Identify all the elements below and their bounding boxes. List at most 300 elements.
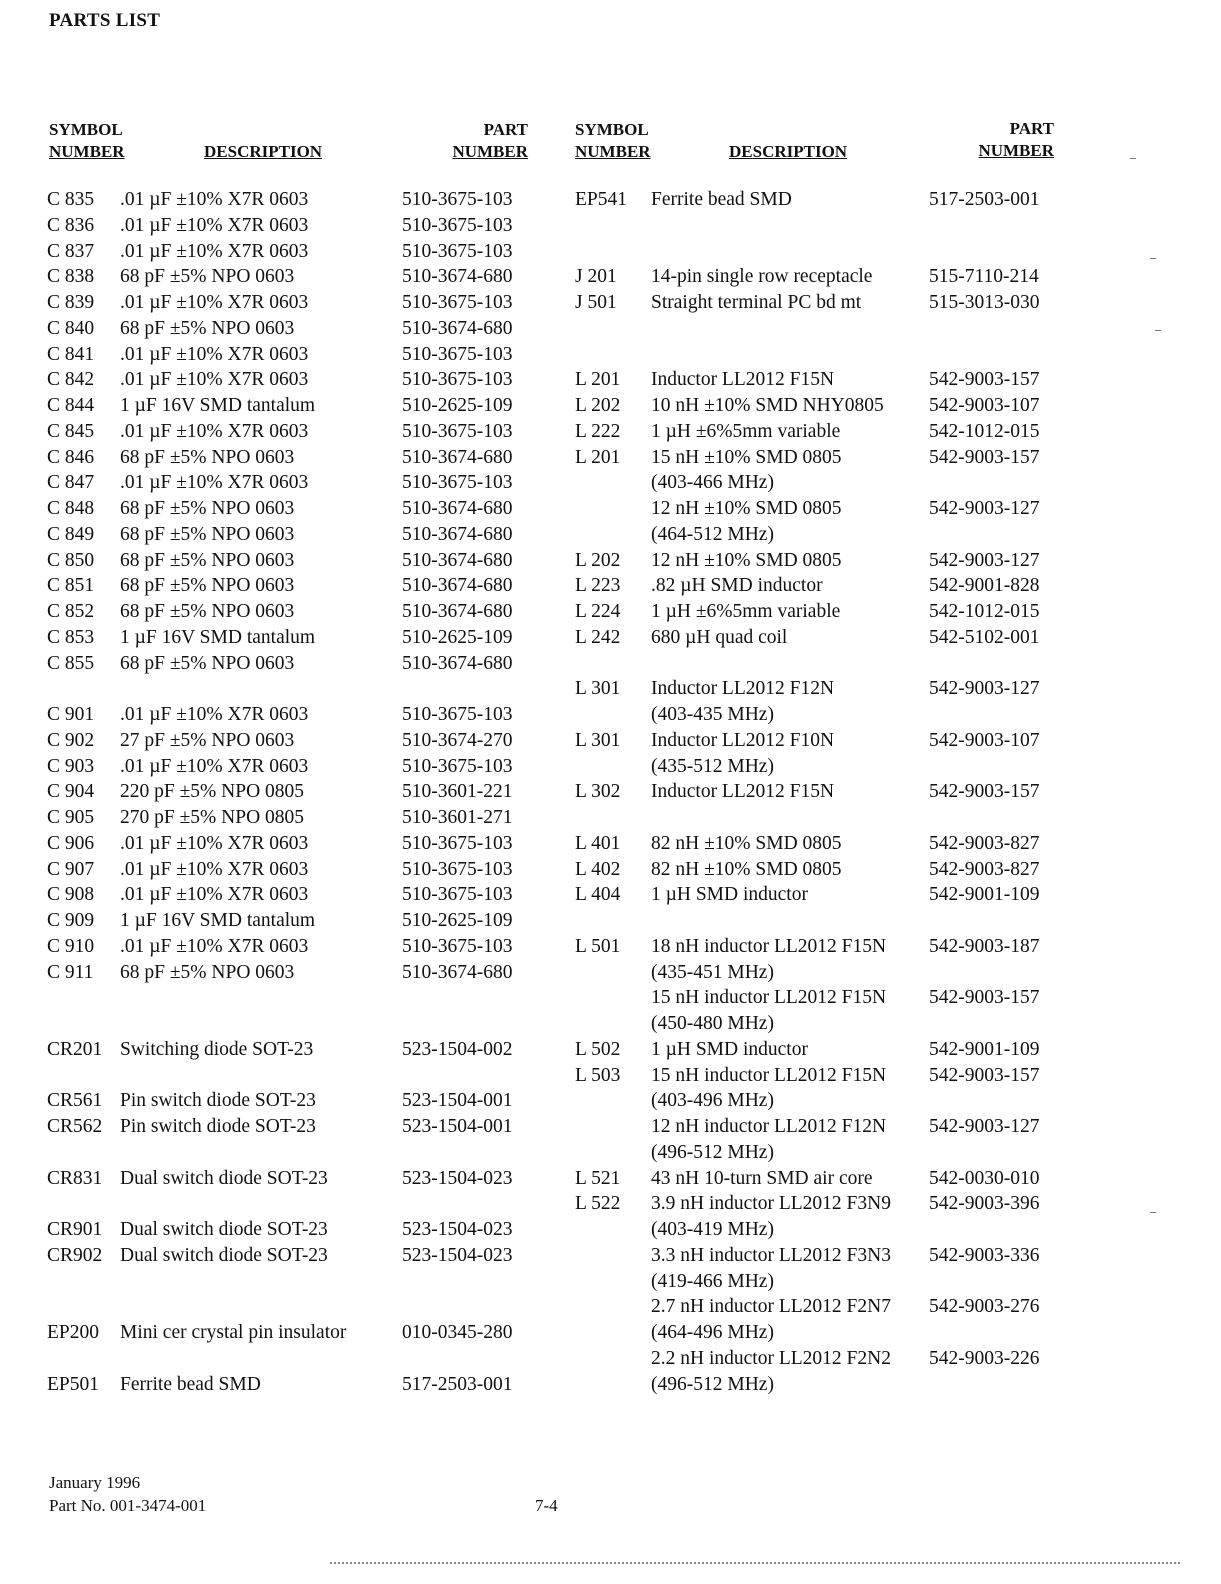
description: 82 nH ±10% SMD 0805: [651, 832, 842, 854]
part-number: 510-3674-270: [402, 729, 513, 751]
description: 220 pF ±5% NPO 0805: [120, 781, 305, 803]
table-row: [575, 1011, 1065, 1037]
table-row: [47, 290, 537, 316]
description: Dual switch diode SOT-23: [120, 1244, 328, 1266]
left-part-header: [420, 119, 528, 163]
part-number: 510-3674-680: [402, 549, 513, 571]
symbol-number: C 852: [47, 601, 95, 622]
symbol-number: CR201: [47, 1038, 103, 1060]
symbol-number: CR831: [47, 1167, 103, 1189]
description: 27 pF ±5% NPO 0603: [120, 729, 295, 751]
table-row: [575, 393, 1065, 419]
part-number: 510-2625-109: [402, 395, 513, 416]
description: .01 µF ±10% X7R 0603: [120, 832, 309, 854]
table-row: [47, 187, 537, 213]
description: Ferrite bead SMD: [120, 1373, 261, 1395]
description: 1 µH ±6%5mm variable: [651, 420, 841, 442]
description: .01 µF ±10% X7R 0603: [120, 472, 309, 494]
symbol-number: C 903: [47, 755, 95, 777]
table-row: [47, 1269, 537, 1295]
part-number: 510-3674-680: [402, 652, 513, 674]
symbol-number: C 906: [47, 832, 95, 854]
table-row: [47, 1346, 537, 1372]
part-number: 542-1012-015: [929, 601, 1040, 622]
symbol-number: L 201: [575, 369, 621, 391]
part-number: 510-2625-109: [402, 626, 513, 648]
table-row: [575, 187, 1065, 213]
description: 270 pF ±5% NPO 0805: [120, 807, 305, 828]
symbol-number: EP200: [47, 1322, 100, 1343]
part-number: 510-3675-103: [402, 214, 513, 236]
symbol-number: L 521: [575, 1167, 621, 1189]
table-row: [47, 934, 537, 960]
description: .01 µF ±10% X7R 0603: [120, 704, 309, 725]
scan-speck: [1130, 158, 1136, 159]
symbol-number: C 908: [47, 884, 95, 906]
symbol-number: CR562: [47, 1116, 103, 1137]
symbol-number: C 835: [47, 189, 95, 210]
description: 680 µH quad coil: [651, 626, 788, 648]
table-row: [47, 1243, 537, 1269]
description: .82 µH SMD inductor: [651, 575, 823, 597]
table-row: [575, 290, 1065, 316]
table-row: [47, 728, 537, 754]
part-number: 542-9003-157: [929, 369, 1040, 391]
symbol-number: L 301: [575, 729, 621, 751]
part-number: 523-1504-001: [402, 1090, 513, 1112]
part-number: 523-1504-001: [402, 1116, 513, 1137]
part-number: 510-3675-103: [402, 292, 513, 313]
description: (403-496 MHz): [651, 1090, 774, 1112]
part-number: 510-3674-680: [402, 523, 513, 545]
footer-page-number: 7-4: [535, 1496, 558, 1515]
part-number: 542-9003-827: [929, 832, 1040, 854]
description: 12 nH inductor LL2012 F12N: [651, 1116, 887, 1137]
table-row: [47, 1011, 537, 1037]
table-row: [575, 831, 1065, 857]
table-row: [47, 908, 537, 934]
table-row: [575, 728, 1065, 754]
part-number: 510-3674-680: [402, 575, 513, 597]
symbol-number: C 905: [47, 807, 95, 828]
table-row: [575, 522, 1065, 548]
symbol-number: C 851: [47, 575, 95, 597]
table-row: [47, 625, 537, 651]
page-title: PARTS LIST: [49, 10, 161, 31]
table-row: [575, 1269, 1065, 1295]
table-row: [47, 316, 537, 342]
description: 68 pF ±5% NPO 0603: [120, 498, 295, 519]
description: 68 pF ±5% NPO 0603: [120, 549, 295, 571]
part-number: 542-9003-157: [929, 446, 1040, 468]
part-number: 510-3675-103: [402, 189, 513, 210]
part-number: 510-3675-103: [402, 369, 513, 391]
table-row: [575, 1088, 1065, 1114]
part-number: 510-3675-103: [402, 472, 513, 494]
description: 68 pF ±5% NPO 0603: [120, 266, 295, 288]
part-header-line2: NUMBER: [452, 142, 528, 161]
table-row: [575, 625, 1065, 651]
table-row: [47, 548, 537, 574]
description: .01 µF ±10% X7R 0603: [120, 343, 309, 365]
table-row: [47, 985, 537, 1011]
part-number: 542-9001-109: [929, 1038, 1040, 1060]
part-header-line1: PART: [1009, 119, 1054, 138]
part-number: 542-9003-127: [929, 678, 1040, 700]
description: 15 nH inductor LL2012 F15N: [651, 1064, 887, 1086]
description: Pin switch diode SOT-23: [120, 1090, 316, 1112]
part-header-line1: PART: [483, 120, 528, 139]
symbol-number: C 907: [47, 858, 95, 880]
table-row: [47, 1140, 537, 1166]
symbol-number: C 855: [47, 652, 95, 674]
table-row: [575, 805, 1065, 831]
description: 1 µH SMD inductor: [651, 884, 808, 906]
symbol-number: C 837: [47, 240, 95, 262]
description-header-label: DESCRIPTION: [204, 142, 323, 161]
part-number: 542-9003-107: [929, 729, 1040, 751]
table-row: [47, 1372, 537, 1398]
part-number: 510-2625-109: [402, 910, 513, 931]
symbol-number: C 838: [47, 266, 95, 288]
symbol-header-line2: NUMBER: [49, 142, 125, 161]
table-row: [575, 599, 1065, 625]
description: 1 µH SMD inductor: [651, 1038, 808, 1060]
description: .01 µF ±10% X7R 0603: [120, 420, 309, 442]
symbol-number: C 845: [47, 420, 95, 442]
table-row: [575, 239, 1065, 265]
table-row: [47, 599, 537, 625]
table-row: [575, 548, 1065, 574]
description: .01 µF ±10% X7R 0603: [120, 240, 309, 262]
right-part-header: [946, 118, 1054, 162]
table-row: [575, 342, 1065, 368]
table-row: [47, 1217, 537, 1243]
table-row: [47, 857, 537, 883]
part-number: 510-3674-680: [402, 961, 513, 983]
scan-speck: [1150, 258, 1156, 259]
description: .01 µF ±10% X7R 0603: [120, 755, 309, 777]
symbol-number: L 302: [575, 781, 621, 803]
description: (464-512 MHz): [651, 523, 774, 545]
symbol-number: C 848: [47, 498, 95, 519]
symbol-number: L 224: [575, 601, 621, 622]
table-row: [575, 1320, 1065, 1346]
symbol-number: C 849: [47, 523, 95, 545]
symbol-number: C 850: [47, 549, 95, 571]
table-row: [47, 1114, 537, 1140]
part-number: 010-0345-280: [402, 1322, 513, 1343]
part-number: 542-9001-828: [929, 575, 1040, 597]
part-number: 542-9003-107: [929, 395, 1040, 416]
description: Inductor LL2012 F12N: [651, 678, 835, 700]
table-row: [575, 676, 1065, 702]
symbol-number: L 404: [575, 884, 621, 906]
description: Dual switch diode SOT-23: [120, 1167, 328, 1189]
part-header-line2: NUMBER: [978, 141, 1054, 160]
table-row: [575, 470, 1065, 496]
scan-speck: [1150, 1212, 1156, 1213]
part-number: 515-3013-030: [929, 292, 1040, 313]
part-number: 510-3601-271: [402, 807, 513, 828]
description: 68 pF ±5% NPO 0603: [120, 961, 295, 983]
description: Ferrite bead SMD: [651, 189, 792, 210]
left-symbol-header: [49, 119, 125, 163]
table-row: [575, 882, 1065, 908]
table-row: [575, 934, 1065, 960]
part-number: 523-1504-023: [402, 1167, 513, 1189]
description: (496-512 MHz): [651, 1373, 774, 1395]
description: 1 µH ±6%5mm variable: [651, 601, 841, 622]
symbol-number: L 503: [575, 1064, 621, 1086]
symbol-number: L 522: [575, 1193, 621, 1215]
description: 68 pF ±5% NPO 0603: [120, 317, 295, 339]
symbol-number: C 841: [47, 343, 95, 365]
part-number: 510-3675-103: [402, 832, 513, 854]
symbol-number: C 902: [47, 729, 95, 751]
table-row: [47, 779, 537, 805]
part-number: 542-1012-015: [929, 420, 1040, 442]
symbol-number: L 502: [575, 1038, 621, 1060]
table-row: [575, 960, 1065, 986]
table-row: [47, 239, 537, 265]
symbol-number: L 222: [575, 420, 621, 442]
table-row: [47, 960, 537, 986]
symbol-header-line1: SYMBOL: [49, 120, 123, 139]
part-number: 510-3675-103: [402, 935, 513, 957]
part-number: 510-3675-103: [402, 884, 513, 906]
description: (450-480 MHz): [651, 1013, 774, 1034]
table-row: [47, 1037, 537, 1063]
table-row: [47, 496, 537, 522]
description: (403-466 MHz): [651, 472, 774, 494]
table-row: [575, 1063, 1065, 1089]
table-row: [575, 779, 1065, 805]
table-row: [575, 496, 1065, 522]
part-number: 523-1504-023: [402, 1244, 513, 1266]
part-number: 542-9003-396: [929, 1193, 1040, 1215]
table-row: [47, 213, 537, 239]
part-number: 515-7110-214: [929, 266, 1039, 288]
description: .01 µF ±10% X7R 0603: [120, 292, 309, 313]
description: 1 µF 16V SMD tantalum: [120, 626, 316, 648]
part-number: 510-3674-680: [402, 266, 513, 288]
table-row: [575, 445, 1065, 471]
symbol-number: C 904: [47, 781, 95, 803]
symbol-number: C 909: [47, 910, 95, 931]
description: 43 nH 10-turn SMD air core: [651, 1167, 873, 1189]
right-symbol-header: [575, 119, 651, 163]
scan-speck: [1155, 330, 1161, 331]
symbol-number: CR902: [47, 1244, 103, 1266]
table-row: [47, 1166, 537, 1192]
table-row: [575, 367, 1065, 393]
description: .01 µF ±10% X7R 0603: [120, 189, 309, 210]
symbol-number: EP501: [47, 1373, 100, 1395]
symbol-number: C 847: [47, 472, 95, 494]
part-number: 510-3675-103: [402, 240, 513, 262]
part-number: 510-3675-103: [402, 755, 513, 777]
table-row: [575, 1217, 1065, 1243]
description: Dual switch diode SOT-23: [120, 1219, 328, 1240]
table-row: [47, 676, 537, 702]
part-number: 542-9003-827: [929, 858, 1040, 880]
table-row: [575, 1243, 1065, 1269]
description: Switching diode SOT-23: [120, 1038, 314, 1060]
table-row: [575, 1114, 1065, 1140]
table-row: [575, 316, 1065, 342]
description: 3.3 nH inductor LL2012 F3N3: [651, 1244, 891, 1266]
table-row: [47, 754, 537, 780]
table-row: [575, 857, 1065, 883]
description: 68 pF ±5% NPO 0603: [120, 652, 295, 674]
table-row: [575, 908, 1065, 934]
symbol-header-line1: SYMBOL: [575, 120, 649, 139]
part-number: 542-9001-109: [929, 884, 1040, 906]
description: (403-435 MHz): [651, 704, 774, 725]
part-number: 542-9003-127: [929, 498, 1040, 519]
description: (435-451 MHz): [651, 961, 774, 983]
description: 68 pF ±5% NPO 0603: [120, 575, 295, 597]
table-row: [575, 1191, 1065, 1217]
symbol-number: C 853: [47, 626, 95, 648]
table-row: [47, 805, 537, 831]
part-number: 510-3675-103: [402, 420, 513, 442]
symbol-number: C 840: [47, 317, 95, 339]
description: Pin switch diode SOT-23: [120, 1116, 316, 1137]
table-row: [47, 882, 537, 908]
description: (403-419 MHz): [651, 1219, 774, 1240]
symbol-number: L 242: [575, 626, 621, 648]
part-number: 542-9003-187: [929, 935, 1040, 957]
part-number: 510-3674-680: [402, 498, 513, 519]
symbol-header-line2: NUMBER: [575, 142, 651, 161]
description-header-label: DESCRIPTION: [729, 142, 848, 161]
description: (496-512 MHz): [651, 1141, 774, 1163]
description: 10 nH ±10% SMD NHY0805: [651, 395, 884, 416]
table-row: [47, 470, 537, 496]
right-description-header: [729, 141, 847, 163]
symbol-number: L 401: [575, 832, 621, 854]
table-row: [47, 702, 537, 728]
table-row: [47, 651, 537, 677]
scan-edge-rule: [330, 1562, 1180, 1564]
part-number: 517-2503-001: [929, 189, 1040, 210]
table-row: [47, 342, 537, 368]
description: 68 pF ±5% NPO 0603: [120, 601, 295, 622]
table-row: [575, 1346, 1065, 1372]
table-row: [47, 1320, 537, 1346]
symbol-number: J 201: [575, 266, 617, 288]
table-row: [47, 522, 537, 548]
table-row: [575, 264, 1065, 290]
table-row: [47, 419, 537, 445]
description: .01 µF ±10% X7R 0603: [120, 369, 309, 391]
description: .01 µF ±10% X7R 0603: [120, 858, 309, 880]
symbol-number: L 202: [575, 549, 621, 571]
table-row: [575, 1140, 1065, 1166]
part-number: 510-3674-680: [402, 446, 513, 468]
part-number: 542-9003-127: [929, 549, 1040, 571]
symbol-number: C 839: [47, 292, 95, 313]
footer-date: January 1996: [49, 1473, 141, 1492]
symbol-number: CR561: [47, 1090, 103, 1112]
description: 68 pF ±5% NPO 0603: [120, 446, 295, 468]
table-row: [575, 651, 1065, 677]
table-row: [47, 264, 537, 290]
symbol-number: C 846: [47, 446, 95, 468]
description: 15 nH ±10% SMD 0805: [651, 446, 842, 468]
description: 14-pin single row receptacle: [651, 266, 873, 288]
part-number: 542-9003-157: [929, 987, 1040, 1009]
description: 3.9 nH inductor LL2012 F3N9: [651, 1193, 891, 1215]
symbol-number: C 901: [47, 704, 95, 725]
symbol-number: C 842: [47, 369, 95, 391]
part-number: 542-9003-157: [929, 781, 1040, 803]
symbol-number: C 844: [47, 395, 95, 416]
table-row: [47, 367, 537, 393]
table-row: [47, 831, 537, 857]
footer-part-number: Part No. 001-3474-001: [49, 1496, 207, 1515]
right-parts-table: [575, 187, 1065, 1397]
part-number: 510-3674-680: [402, 601, 513, 622]
table-row: [47, 393, 537, 419]
description: 1 µF 16V SMD tantalum: [120, 395, 316, 416]
description: 1 µF 16V SMD tantalum: [120, 910, 316, 931]
left-parts-table: [47, 187, 537, 1397]
description: 68 pF ±5% NPO 0603: [120, 523, 295, 545]
description: 2.2 nH inductor LL2012 F2N2: [651, 1347, 891, 1369]
description: .01 µF ±10% X7R 0603: [120, 884, 309, 906]
table-row: [47, 1088, 537, 1114]
symbol-number: C 836: [47, 214, 95, 236]
table-row: [575, 985, 1065, 1011]
description: 2.7 nH inductor LL2012 F2N7: [651, 1296, 891, 1318]
table-row: [47, 573, 537, 599]
left-description-header: [204, 141, 322, 163]
part-number: 510-3674-680: [402, 317, 513, 339]
symbol-number: L 402: [575, 858, 621, 880]
part-number: 542-5102-001: [929, 626, 1040, 648]
part-number: 510-3675-103: [402, 858, 513, 880]
table-row: [47, 1294, 537, 1320]
part-number: 542-9003-127: [929, 1116, 1040, 1137]
description: Mini cer crystal pin insulator: [120, 1322, 347, 1343]
table-row: [47, 1063, 537, 1089]
table-row: [575, 702, 1065, 728]
part-number: 542-9003-226: [929, 1347, 1040, 1369]
part-number: 510-3675-103: [402, 704, 513, 725]
table-row: [575, 1372, 1065, 1398]
table-row: [575, 1294, 1065, 1320]
symbol-number: L 301: [575, 678, 621, 700]
description: Inductor LL2012 F10N: [651, 729, 835, 751]
table-row: [575, 1166, 1065, 1192]
description: 12 nH ±10% SMD 0805: [651, 498, 842, 519]
symbol-number: C 910: [47, 935, 95, 957]
description: .01 µF ±10% X7R 0603: [120, 935, 309, 957]
symbol-number: C 911: [47, 961, 94, 983]
table-row: [47, 1191, 537, 1217]
description: Inductor LL2012 F15N: [651, 781, 835, 803]
part-number: 542-9003-157: [929, 1064, 1040, 1086]
symbol-number: EP541: [575, 189, 628, 210]
part-number: 510-3601-221: [402, 781, 513, 803]
table-row: [575, 573, 1065, 599]
table-row: [575, 213, 1065, 239]
symbol-number: L 223: [575, 575, 621, 597]
part-number: 517-2503-001: [402, 1373, 513, 1395]
